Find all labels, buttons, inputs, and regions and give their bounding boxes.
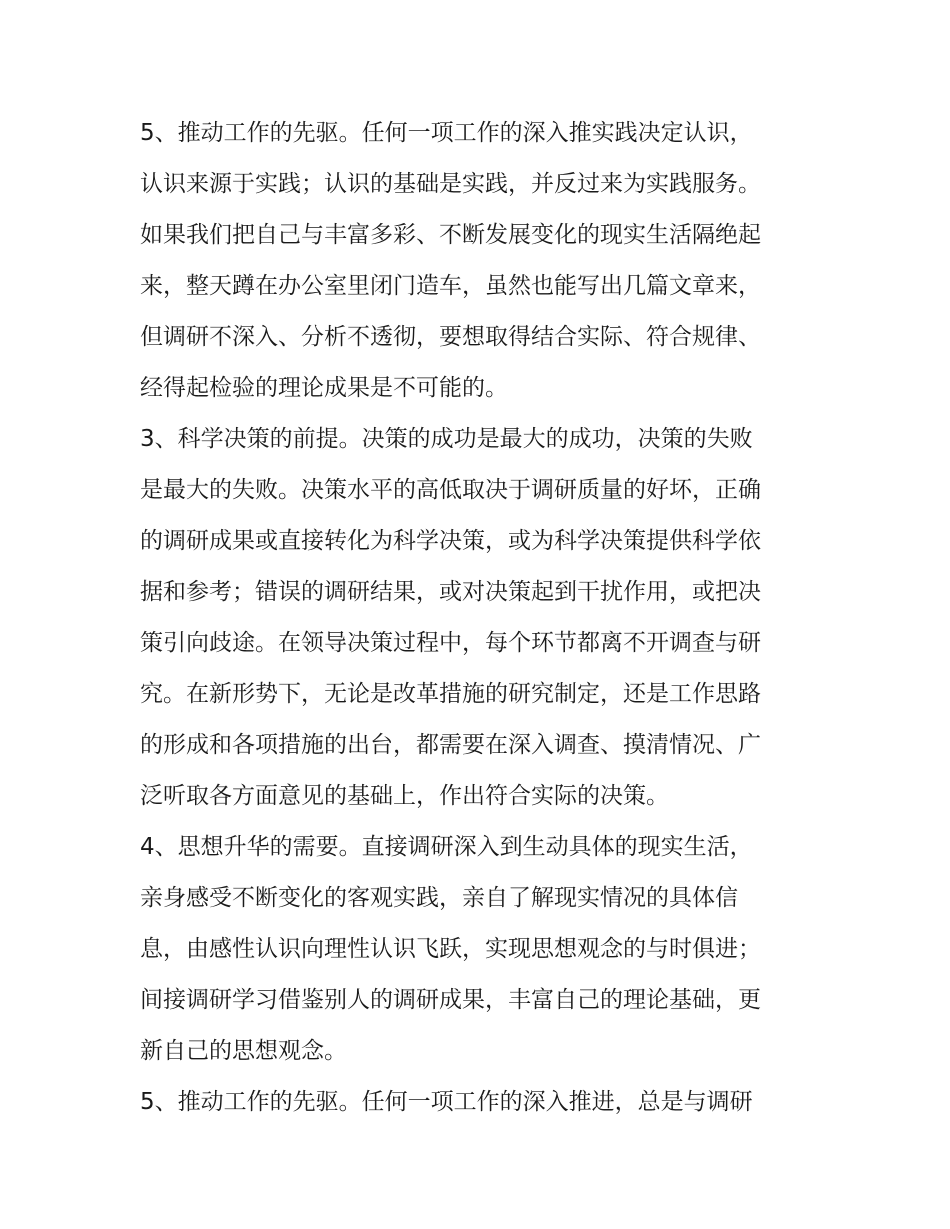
text-line: 息，由感性认识向理性认识飞跃，实现思想观念的与时俱进； bbox=[140, 936, 761, 962]
text-line: 泛听取各方面意见的基础上，作出符合实际的决策。 bbox=[140, 783, 669, 809]
document-body bbox=[140, 108, 820, 1128]
text-line: 策引向歧途。在领导决策过程中，每个环节都离不开调查与研 bbox=[140, 630, 761, 656]
text-line: 如果我们把自己与丰富多彩、不断发展变化的现实生活隔绝起 bbox=[140, 222, 761, 248]
text-line: 但调研不深入、分析不透彻，要想取得结合实际、符合规律、 bbox=[140, 324, 761, 350]
text-line: 4、思想升华的需要。直接调研深入到生动具体的现实生活， bbox=[140, 834, 753, 860]
paragraph-2 bbox=[140, 414, 820, 822]
text-line: 5、推动工作的先驱。任何一项工作的深入推进，总是与调研 bbox=[140, 1089, 753, 1115]
text-line: 来，整天蹲在办公室里闭门造车，虽然也能写出几篇文章来， bbox=[140, 273, 761, 299]
text-line: 亲身感受不断变化的客观实践，亲自了解现实情况的具体信 bbox=[140, 885, 738, 911]
text-line: 认识来源于实践；认识的基础是实践，并反过来为实践服务。 bbox=[140, 171, 761, 197]
text-line: 新自己的思想观念。 bbox=[140, 1038, 347, 1064]
text-line: 的调研成果或直接转化为科学决策，或为科学决策提供科学依 bbox=[140, 528, 761, 554]
text-line: 是最大的失败。决策水平的高低取决于调研质量的好坏，正确 bbox=[140, 477, 761, 503]
text-line: 的形成和各项措施的出台，都需要在深入调查、摸清情况、广 bbox=[140, 732, 761, 758]
text-line: 5、推动工作的先驱。任何一项工作的深入推实践决定认识， bbox=[140, 120, 753, 146]
text-line: 究。在新形势下，无论是改革措施的研究制定，还是工作思路 bbox=[140, 681, 761, 707]
paragraph-1 bbox=[140, 108, 820, 414]
paragraph-3 bbox=[140, 822, 820, 1077]
text-line: 3、科学决策的前提。决策的成功是最大的成功，决策的失败 bbox=[140, 426, 753, 452]
text-line: 据和参考；错误的调研结果，或对决策起到干扰作用，或把决 bbox=[140, 579, 761, 605]
text-line: 经得起检验的理论成果是不可能的。 bbox=[140, 375, 508, 401]
paragraph-4 bbox=[140, 1077, 820, 1128]
text-line: 间接调研学习借鉴别人的调研成果，丰富自己的理论基础，更 bbox=[140, 987, 761, 1013]
